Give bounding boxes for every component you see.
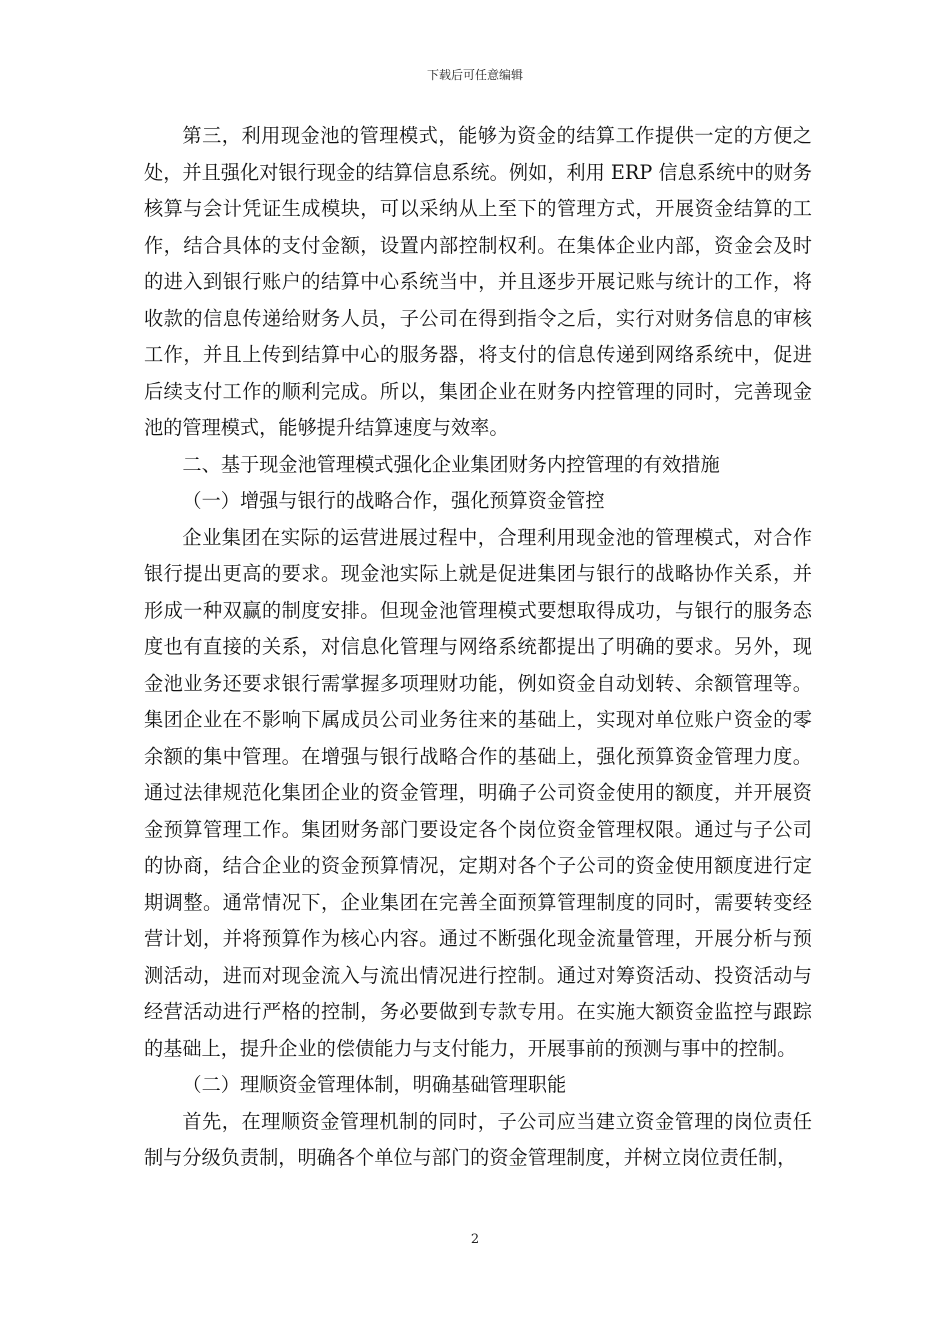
page-number: 2	[470, 1232, 480, 1247]
section-heading-2: 二、基于现金池管理模式强化企业集团财务内控管理的有效措施	[182, 452, 720, 476]
page-content	[144, 118, 812, 1177]
paragraph-bank-cooperation: 企业集团在实际的运营进展过程中，合理利用现金池的管理模式，对合作银行提出更高的要求。现金池实际上就是促进集团与银行的战略协作关系，并形成一种双赢的制度安排。但现金池管理模式要想取得成功，与银行的服务态度也有直接的关系，对信息化管理与网络系统都提出了明确的要求。另外，现金池业务还要求银行需掌握多项理财功能，例如资金自动划转、余额管理等。集团企业在不影响下属成员公司业务往来的基础上，实现对单位账户资金的零余额的集中管理。在增强与银行战略合作的基础上，强化预算资金管理力度。通过法律规范化集团企业的资金管理，明确子公司资金使用的额度，并开展资金预算管理工作。集团财务部门要设定各个岗位资金管理权限。通过与子公司的协商，结合企业的资金预算情况，定期对各个子公司的资金使用额度进行定期调整。通常情况下，企业集团在完善全面预算管理制度的同时，需要转变经营计划，并将预算作为核心内容。通过不断强化现金流量管理，开展分析与预测活动，进而对现金流入与流出情况进行控制。通过对筹资活动、投资活动与经营活动进行严格的控制，务必要做到专款专用。在实施大额资金监控与跟踪的基础上，提升企业的偿债能力与支付能力，开展事前的预测与事中的控制。	[144, 525, 812, 1060]
subsection-heading-2: （二）理顺资金管理体制，明确基础管理职能	[182, 1073, 567, 1096]
page-header: 下载后可任意编辑	[426, 68, 523, 82]
paragraph-third-point: 第三，利用现金池的管理模式，能够为资金的结算工作提供一定的方便之处，并且强化对银行现金的结算信息系统。例如，利用 ERP 信息系统中的财务核算与会计凭证生成模块，可以采纳从上至下的管理方式，开展资金结算的工作，结合具体的支付金额，设置内部控制权利。在集体企业内部，资金会及时的进入到银行账户的结算中心系统当中，并且逐步开展记账与统计的工作，将收款的信息传递给财务人员，子公司在得到指令之后，实行对财务信息的审核工作，并且上传到结算中心的服务器，将支付的信息传递到网络系统中，促进后续支付工作的顺利完成。所以，集团企业在财务内控管理的同时，完善现金池的管理模式，能够提升结算速度与效率。	[144, 124, 812, 439]
paragraph-fund-management: 首先，在理顺资金管理机制的同时，子公司应当建立资金管理的岗位责任制与分级负责制，明确各个单位与部门的资金管理制度，并树立岗位责任制，	[144, 1109, 812, 1169]
subsection-heading-1: （一）增强与银行的战略合作，强化预算资金管控	[182, 489, 605, 512]
